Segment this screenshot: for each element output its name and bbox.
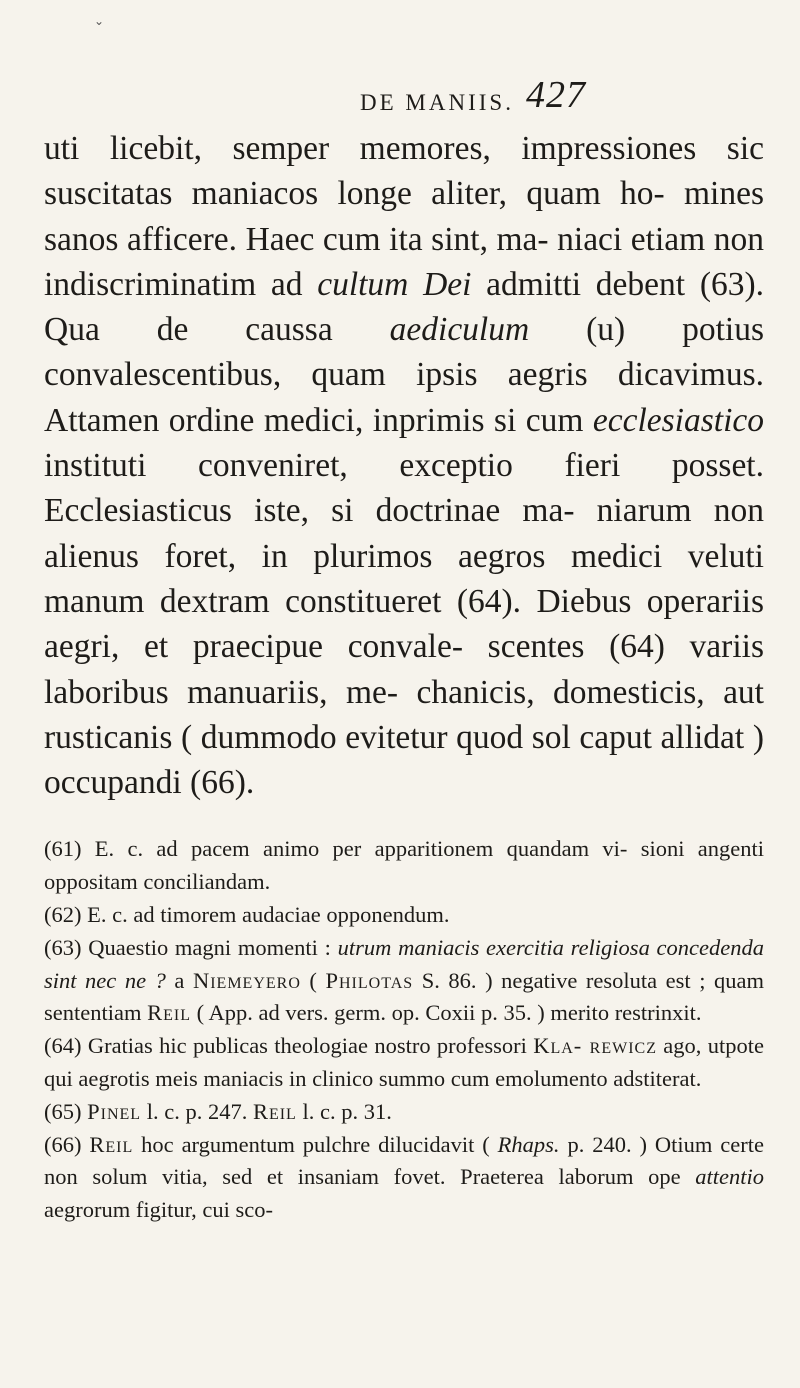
fn65-run-b: l. c. p. 247. xyxy=(141,1098,253,1124)
corner-caret-mark: ⌄ xyxy=(94,14,105,28)
emphasis-aediculum: aediculum xyxy=(389,311,530,349)
fn65-author-pinel: Pinel xyxy=(87,1098,142,1124)
fn66-emphasis-attentio: attentio xyxy=(695,1164,764,1190)
text-run-1: uti licebit, semper memores, impressiones sic suscitatas maniacos longe aliter, quam ho- mines sanos afficere. Haec cum ita sint, ma- niaci etiam non indiscriminatim ad xyxy=(44,130,764,303)
emphasis-cultum-dei: cultum Dei xyxy=(317,265,472,303)
footnote-61: (61) E. c. ad pacem animo per apparitionem quandam vi- sioni angenti oppositam conciliandam. xyxy=(44,836,764,895)
footnote-64 xyxy=(44,1030,764,1096)
page-number: 427 xyxy=(526,74,586,116)
footnote-66 xyxy=(44,1129,764,1227)
text-run-4: instituti conveniret, exceptio fieri posset. Ecclesiasticus iste, si doctrinae ma- niarum non alienus foret, in plurimos aegros medici veluti manum dextram constitueret (64). Diebus operariis aegri, et praecipue convale- scentes (64) variis laboribus manuariis, me- chanicis, domesticis, aut rusticanis ( dummodo evitetur quod sol caput allidat ) occupandi (66). xyxy=(44,447,764,802)
fn65-run-a: (65) xyxy=(44,1098,88,1124)
fn63-run-c: ( xyxy=(300,967,326,993)
running-title: DE MANIIS. xyxy=(360,90,514,115)
fn66-emphasis-rhaps: Rhaps. xyxy=(497,1131,560,1157)
fn63-author-philotas: Philotas xyxy=(325,967,414,993)
main-paragraph xyxy=(44,126,764,805)
text-run-3: (u) potius convalescentibus, quam ipsis aegris dicavimus. Attamen ordine medici, inprimis si cum xyxy=(44,311,764,439)
text-run-2: admitti debent (63). Qua de caussa xyxy=(44,265,765,349)
emphasis-ecclesiastico: ecclesiastico xyxy=(592,401,764,439)
fn63-author-niemeyero: Niemeyero xyxy=(192,967,301,993)
fn63-emphasis: utrum maniacis exercitia religiosa concedenda sint nec ne ? xyxy=(44,934,764,993)
footnote-65 xyxy=(44,1096,764,1129)
fn66-run-a: (66) xyxy=(44,1131,90,1157)
book-page xyxy=(44,70,764,1227)
fn65-run-c: l. c. p. 31. xyxy=(296,1098,392,1124)
fn66-run-b: hoc argumentum pulchre dilucidavit ( xyxy=(133,1131,498,1157)
fn63-run-e: ( App. ad vers. germ. op. Coxii p. 35. ) merito restrinxit. xyxy=(191,1000,702,1026)
fn64-run-a: (64) Gratias hic publicas theologiae nostro professori xyxy=(44,1033,534,1059)
fn64-author-klarewicz: Kla- rewicz xyxy=(533,1033,657,1059)
footnote-62: (62) E. c. ad timorem audaciae opponendum. xyxy=(44,902,450,928)
fn63-run-d: S. 86. ) negative resoluta est ; quam sententiam xyxy=(44,967,764,1026)
fn63-run-b: a xyxy=(165,967,193,993)
fn65-author-reil: Reil xyxy=(252,1098,297,1124)
fn66-run-d: aegrorum figitur, cui sco- xyxy=(44,1197,274,1223)
footnotes xyxy=(44,833,764,1227)
running-head xyxy=(44,70,764,126)
fn63-run-a: (63) Quaestio magni momenti : xyxy=(44,934,338,960)
fn66-author-reil: Reil xyxy=(89,1131,134,1157)
fn64-run-b: ago, utpote qui aegrotis meis maniacis in clinico summo cum emolumento adstiterat. xyxy=(44,1033,764,1092)
fn63-author-reil: Reil xyxy=(147,1000,191,1026)
footnote-63 xyxy=(44,932,764,1030)
fn66-run-c: p. 240. ) Otium certe non solum vitia, sed et insaniam fovet. Praeterea laborum ope xyxy=(44,1131,764,1190)
